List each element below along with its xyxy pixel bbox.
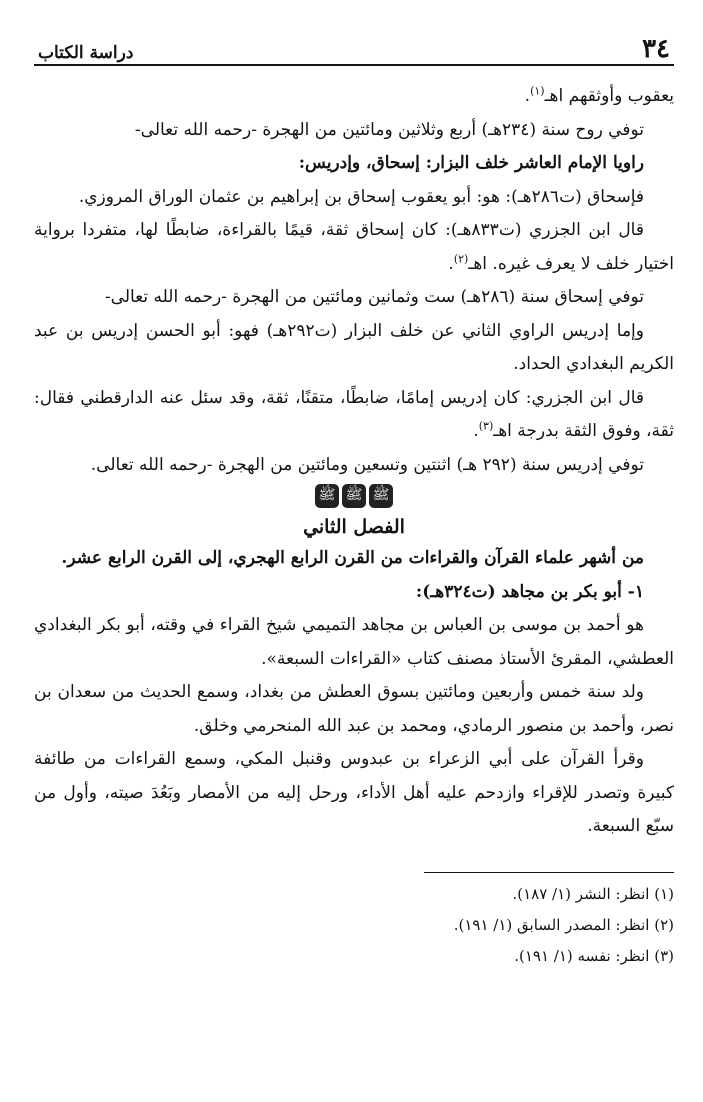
footnote-ref-1: (١) — [530, 84, 545, 98]
footnote-2: (٢) انظر: المصدر السابق (١/ ١٩١). — [453, 915, 674, 934]
footnote-ref-2: (٢) — [453, 251, 469, 265]
paragraph-3-subheading: راويا الإمام العاشر خلف البزار: إسحاق، وإدريس: — [298, 153, 644, 173]
paragraph-9: توفي إدريس سنة (٢٩٢ هـ) اثنتين وتسعين ومائتين من الهجرة -رحمه الله تعالى. — [90, 454, 644, 475]
chapter-subtitle: من أشهر علماء القرآن والقراءات من القرن الرابع الهجري، إلى القرن الرابع عشر. — [61, 548, 644, 568]
footnote-3: (٣) انظر: نفسه (١/ ١٩١). — [514, 946, 674, 965]
ornament-icon: ﷺ — [369, 484, 393, 508]
paragraph-13: ولد سنة خمس وأربعين ومائتين بسوق العطش من بغداد، وسمع الحديث من سعدان بن نصر، وأحمد بن منصور الرمادي، ومحمد بن عبد الله المنحرمي وخلق. — [34, 682, 674, 736]
ornament-icon: ﷺ — [342, 484, 366, 508]
page-body — [34, 80, 674, 844]
paragraph-2: توفي روح سنة (٢٣٤هـ) أربع وثلاثين ومائتين من الهجرة -رحمه الله تعالى- — [134, 119, 644, 140]
paragraph-6: توفي إسحاق سنة (٢٨٦هـ) ست وثمانين ومائتين من الهجرة -رحمه الله تعالى- — [104, 287, 644, 307]
page-header — [34, 28, 674, 66]
footnote-ref-3: (٣) — [478, 419, 494, 433]
paragraph-8: قال ابن الجزري: كان إدريس إمامًا، ضابطًا، متقنًا، ثقة، وقد سئل عنه الدارقطني فقال: ثقة، وفوق الثقة بدرجة اهـ$^{(٣)}$. — [34, 387, 674, 441]
chapter-title: الفصل الثاني — [303, 516, 405, 538]
ornament-icon: ﷺ — [315, 484, 339, 508]
running-title: دراسة الكتاب — [38, 43, 134, 63]
paragraph-1: يعقوب وأوثقهم اهـ$^{(١)}$. — [524, 84, 674, 106]
paragraph-7: وإما إدريس الراوي الثاني عن خلف البزار (ت٢٩٢هـ) فهو: أبو الحسن إدريس بن عبد الكريم البغدادي الحداد. — [34, 320, 674, 374]
paragraph-5: قال ابن الجزري (ت٨٣٣هـ): كان إسحاق ثقة، قيمًا بالقراءة، ضابطًا لها، متفردا برواية اختيار خلف لا يعرف غيره. اهـ$^{(٢)}$. — [34, 220, 674, 274]
paragraph-4: فإسحاق (ت٢٨٦هـ): هو: أبو يعقوب إسحاق بن إبراهيم بن عثمان الوراق المروزي. — [78, 186, 644, 207]
book-page — [34, 28, 674, 972]
footnote-divider — [424, 872, 674, 873]
paragraph-14: وقرأ القرآن على أبي الزعراء بن عبدوس وقنبل المكي، وسمع القراءات من طائفة كبيرة وتصدر للإقراء وازدحم عليه أهل الأداء، ورحل إليه من الأمصار وبَعُدَ صيته، وأول من سبّع السبعة. — [34, 749, 674, 836]
paragraph-12: هو أحمد بن موسى بن العباس بن مجاهد التميمي شيخ القراء في وقته، أبو بكر البغدادي العطشي، المقرئ الأستاذ مصنف كتاب «القراءات السبعة». — [34, 615, 674, 669]
page-number: ٣٤ — [642, 34, 670, 64]
entry-heading: ١- أبو بكر بن مجاهد (ت٣٢٤هـ): — [415, 581, 644, 602]
section-ornament — [34, 484, 674, 508]
footnote-1: (١) انظر: النشر (١/ ١٨٧). — [512, 884, 674, 903]
footnotes — [34, 879, 674, 972]
